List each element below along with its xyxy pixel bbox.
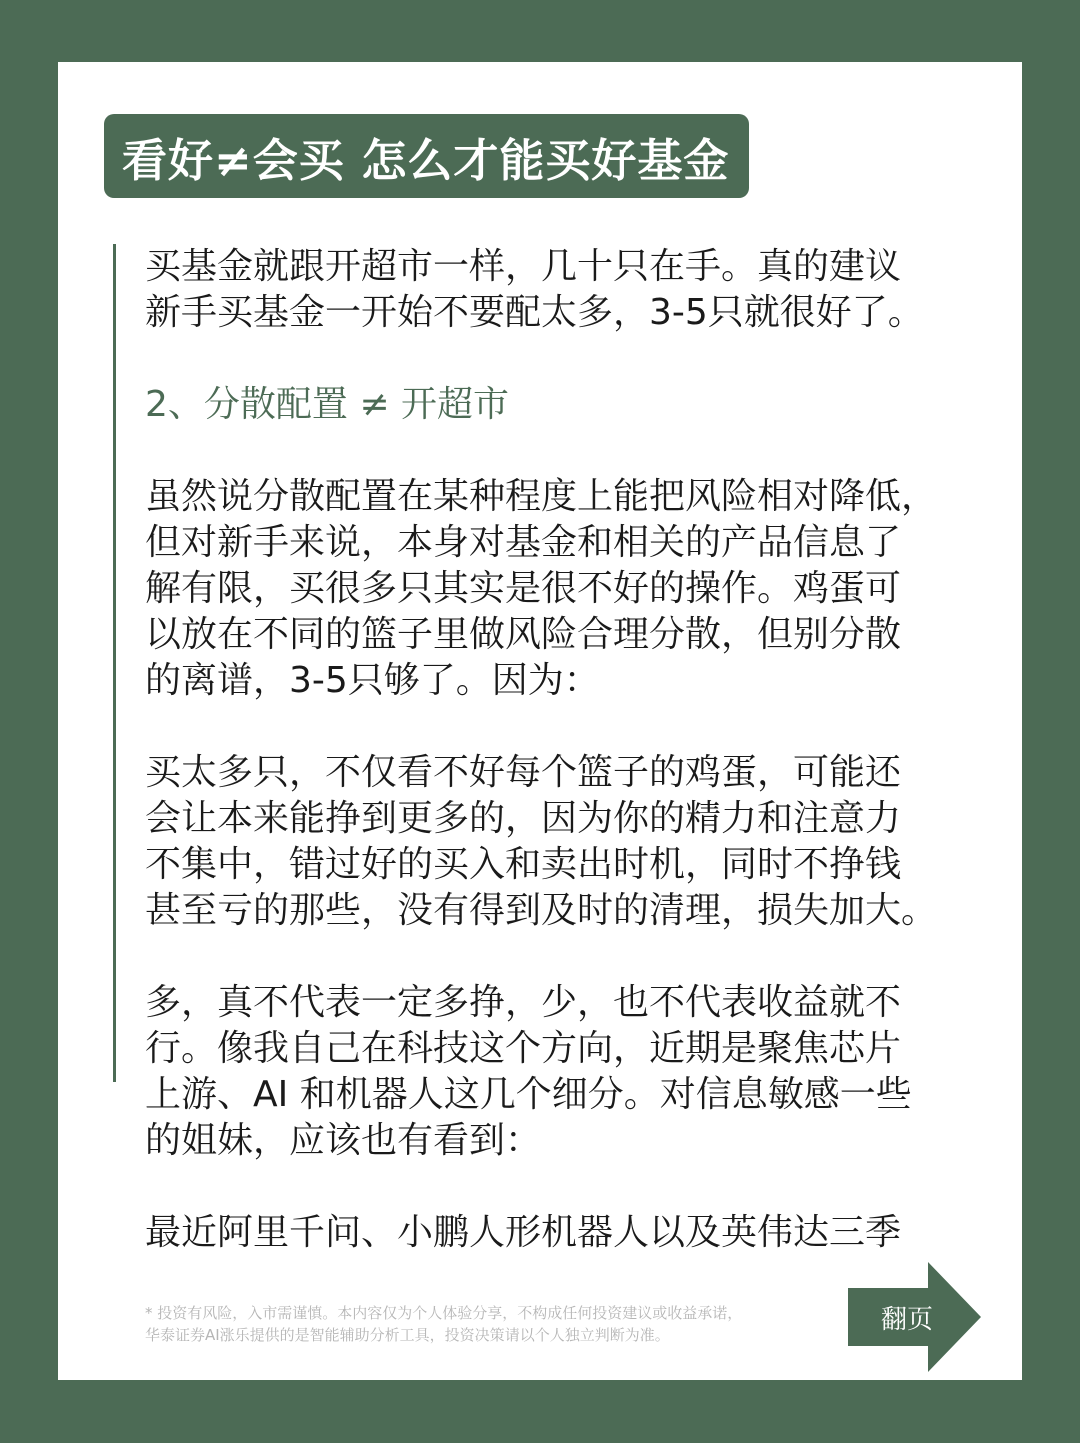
title-banner [104,114,749,198]
page-title: 看好≠会买 怎么才能买好基金 [122,133,730,187]
spacer [145,428,985,474]
paragraph-focus: 多，真不代表一定多挣，少，也不代表收益就不 行。像我自己在科技这个方向，近期是聚焦芯片 上游、AI 和机器人这几个细分。对信息敏感一些 的姐妹，应该也有看到： [145,982,912,1161]
paragraph-diversification: 虽然说分散配置在某种程度上能把风险相对降低， 但对新手来说，本身对基金和相关的产品信息了 解有限，买很多只其实是很不好的操作。鸡蛋可 以放在不同的篮子里做风险合理分散，但别分散 的离谱，3-5只够了。因为： [145,476,938,701]
next-page-label: 翻页 [880,1304,933,1335]
paragraph-recent: 最近阿里千问、小鹏人形机器人以及英伟达三季 [145,1212,902,1253]
risk-disclaimer: * 投资有风险，入市需谨慎。本内容仅为个人体验分享，不构成任何投资建议或收益承诺， 华泰证券AI涨乐提供的是智能辅助分析工具，投资决策请以个人独立判断为准。 [145,1304,743,1344]
spacer [145,1164,985,1210]
paragraph-too-many: 买太多只，不仅看不好每个篮子的鸡蛋，可能还 会让本来能挣到更多的，因为你的精力和注意力 不集中，错过好的买入和卖出时机，同时不挣钱 甚至亏的那些，没有得到及时的清理，损失加大。 [145,752,938,931]
spacer [145,336,985,382]
section-heading: 2、分散配置 ≠ 开超市 [145,384,509,425]
spacer [145,704,985,750]
next-page-button[interactable] [848,1262,983,1372]
spacer [145,934,985,980]
content-card [58,62,1022,1380]
accent-side-bar [113,244,116,1082]
paragraph-intro: 买基金就跟开超市一样，几十只在手。真的建议 新手买基金一开始不要配太多，3-5只就很好了。 [145,246,924,333]
article-body [145,244,985,1256]
